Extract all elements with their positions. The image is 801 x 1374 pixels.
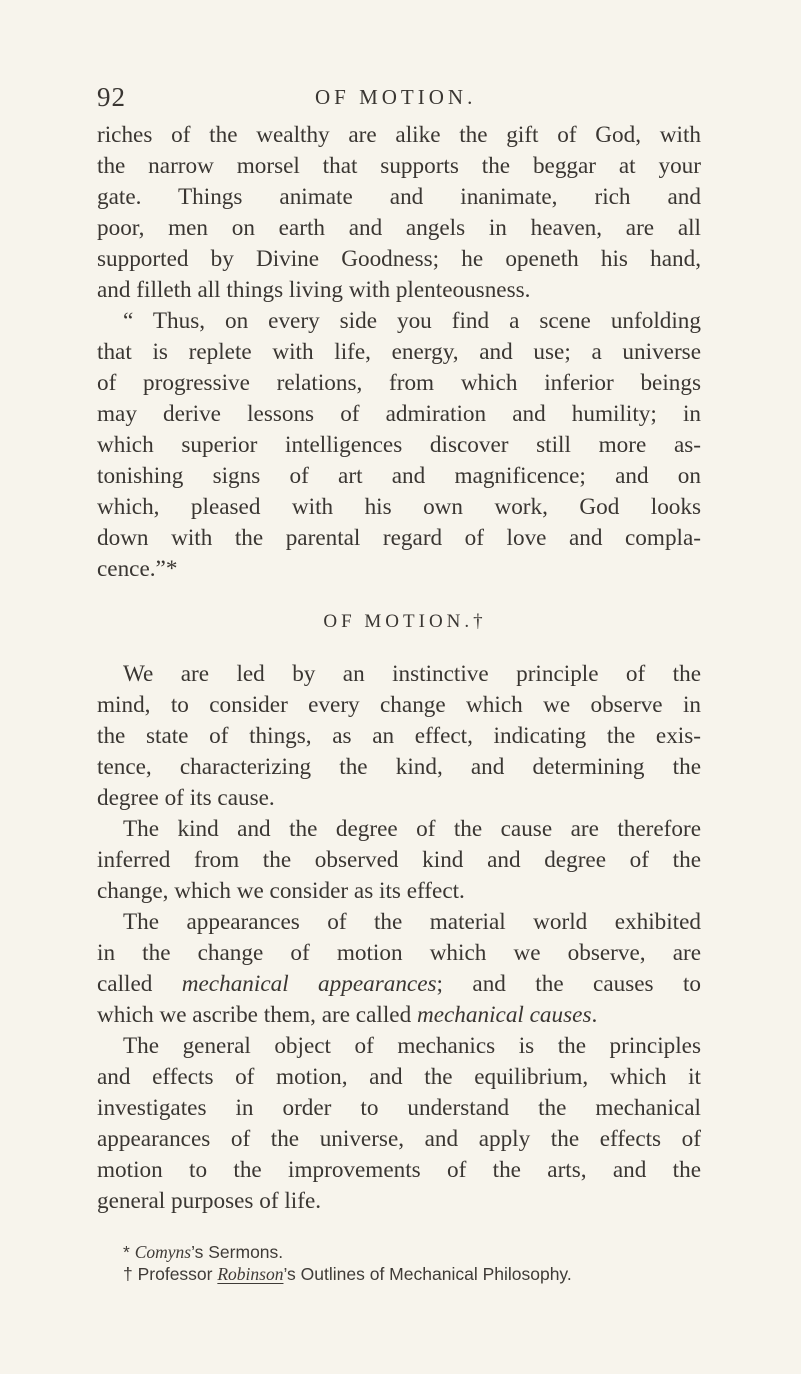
- footnote-author: Robinson: [217, 1264, 284, 1284]
- paragraph-3: [97, 659, 701, 814]
- text-line: tonishing signs of art and magnificence; and on: [97, 463, 701, 489]
- footnote-mark: † Professor: [123, 1264, 218, 1284]
- paragraph-2-quotation: [97, 306, 701, 585]
- text-line: motion to the improvements of the arts, and the: [97, 1157, 701, 1183]
- text-line: change, which we consider as its effect.: [97, 878, 465, 904]
- text-line: mind, to consider every change which we observe in: [97, 692, 701, 718]
- italic-term: mechanical appearances: [181, 971, 437, 997]
- footnote-1: [123, 1241, 701, 1263]
- footnote-2: [123, 1263, 701, 1285]
- text-line: of progressive relations, from which inferior beings: [97, 370, 701, 396]
- paragraph-6: [97, 1031, 701, 1217]
- text-run: ; and the causes to: [436, 971, 701, 997]
- text-line: inferred from the observed kind and degree of the: [97, 847, 701, 873]
- text-line: investigates in order to understand the mechanical: [97, 1095, 701, 1121]
- text-line: poor, men on earth and angels in heaven, are all: [97, 215, 701, 241]
- text-line: which, pleased with his own work, God looks: [97, 494, 701, 520]
- text-block: [97, 120, 701, 1285]
- text-line: and filleth all things living with plenteousness.: [97, 277, 531, 303]
- text-line: in the change of motion which we observe, are: [97, 940, 701, 966]
- text-line: general purposes of life.: [97, 1188, 322, 1214]
- text-line: the state of things, as an effect, indicating the exis-: [97, 723, 701, 749]
- text-line: may derive lessons of admiration and humility; in: [97, 401, 701, 427]
- text-line: The general object of mechanics is the principles: [123, 1033, 701, 1059]
- paragraph-4: [97, 814, 701, 907]
- running-title: OF MOTION.: [315, 85, 477, 109]
- text-line: “ Thus, on every side you find a scene unfolding: [123, 308, 701, 334]
- text-line: The kind and the degree of the cause are therefore: [123, 816, 701, 842]
- text-run: called: [97, 971, 182, 997]
- text-line: tence, characterizing the kind, and determining the: [97, 754, 701, 780]
- text-run: .: [591, 1002, 598, 1028]
- footnote-mark: *: [123, 1242, 135, 1262]
- text-line: riches of the wealthy are alike the gift of God, with: [97, 122, 701, 148]
- footnote-author: Comyns: [134, 1242, 192, 1262]
- paragraph-1: [97, 120, 701, 306]
- paragraph-5: [97, 907, 701, 1031]
- footnote-text: ’s Sermons.: [191, 1242, 284, 1262]
- text-line: appearances of the universe, and apply the effects of: [97, 1126, 701, 1152]
- text-line: The appearances of the material world exhibited: [123, 909, 701, 935]
- text-line: the narrow morsel that supports the beggar at your: [97, 153, 701, 179]
- text-line: gate. Things animate and inanimate, rich and: [97, 184, 701, 210]
- text-line: and effects of motion, and the equilibrium, which it: [97, 1064, 701, 1090]
- text-line: [97, 1000, 701, 1031]
- text-line: that is replete with life, energy, and use; a universe: [97, 339, 701, 365]
- text-line: down with the parental regard of love and compla-: [97, 525, 701, 551]
- text-line: supported by Divine Goodness; he openeth his hand,: [97, 246, 701, 272]
- section-heading: OF MOTION.†: [323, 611, 487, 632]
- footnote-text: ’s Outlines of Mechanical Philosophy.: [283, 1264, 572, 1284]
- page-number: 92: [97, 82, 126, 112]
- running-head: [97, 82, 697, 112]
- text-line: cence.”*: [97, 556, 178, 582]
- italic-term: mechanical causes: [416, 1002, 592, 1028]
- text-line: which superior intelligences discover still more as-: [97, 432, 701, 458]
- text-run: which we ascribe them, are called: [97, 1002, 417, 1028]
- text-line: degree of its cause.: [97, 785, 275, 811]
- footnotes: [97, 1241, 701, 1285]
- text-line: We are led by an instinctive principle of the: [123, 661, 701, 687]
- text-line: [97, 969, 701, 1000]
